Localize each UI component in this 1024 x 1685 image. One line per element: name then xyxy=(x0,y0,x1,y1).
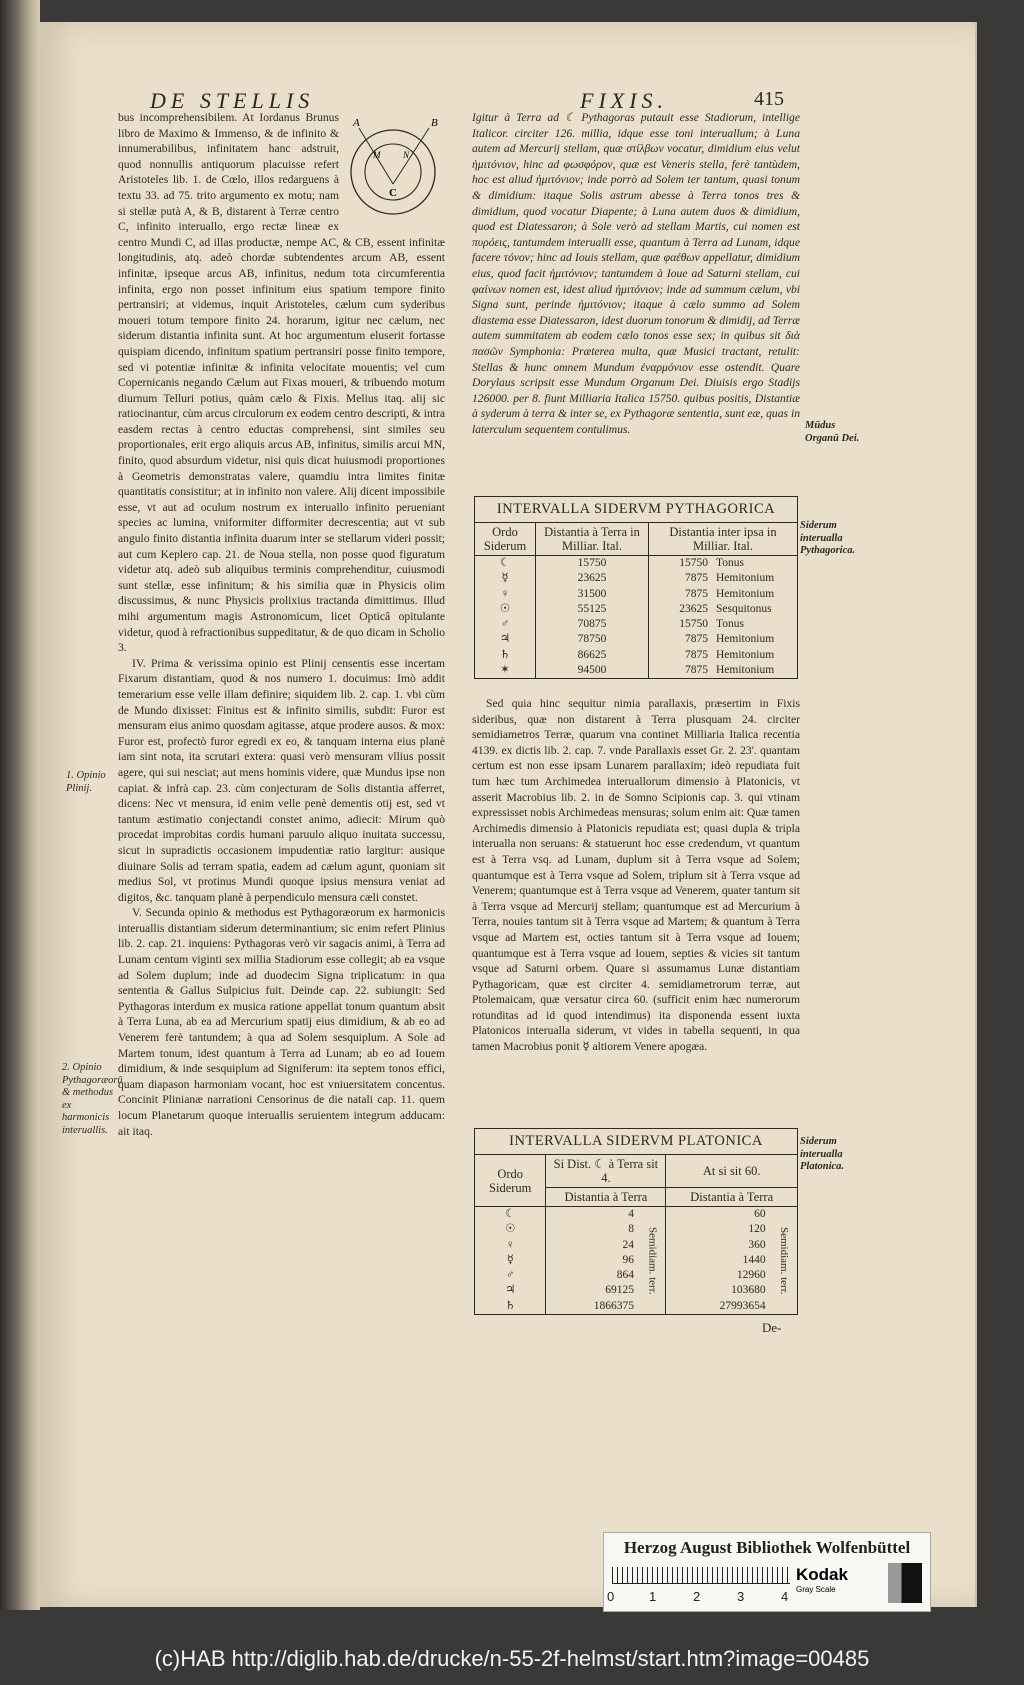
diagram-label-n: N xyxy=(403,150,410,160)
interval-name: Sesquitonus xyxy=(716,602,772,615)
planet-symbol: ☿ xyxy=(475,571,536,586)
ruler-number: 0 xyxy=(607,1589,615,1604)
table-row xyxy=(475,1283,797,1298)
table-row xyxy=(475,556,797,572)
interval-cell: 15750 xyxy=(679,557,708,569)
interval-name: Hemitonium xyxy=(716,648,775,661)
kodak-logo xyxy=(796,1565,882,1607)
distance-cell: 360 xyxy=(748,1238,766,1251)
interval-cell: 23625 xyxy=(679,602,708,615)
planet-symbol: ☾ xyxy=(475,1207,546,1223)
page-number: 415 xyxy=(754,88,784,110)
right-column-middle xyxy=(472,696,800,1116)
margin-note-mundus: Mūdus Organū Dei. xyxy=(805,420,860,444)
table-row xyxy=(475,602,797,617)
distance-cell: 864 xyxy=(616,1269,634,1282)
planet-symbol: ♃ xyxy=(475,1283,546,1298)
plat-header-case2: At si sit 60. xyxy=(666,1155,797,1188)
distance-cell: 4 xyxy=(628,1208,634,1220)
diagram-label-a: A xyxy=(353,117,360,129)
diagram-label-m: M xyxy=(373,150,381,160)
table-platonica-title: INTERVALLA SIDERVM PLATONICA xyxy=(475,1129,797,1155)
planet-symbol: ♀ xyxy=(475,587,536,602)
planet-symbol: ☿ xyxy=(475,1253,546,1268)
interval-cell: 7875 xyxy=(685,648,708,661)
table-platonica xyxy=(474,1128,798,1315)
interval-name: Hemitonium xyxy=(716,633,775,646)
distance-cell: 120 xyxy=(748,1223,766,1236)
header-left: DE STELLIS xyxy=(150,88,315,113)
pyth-header-ordo: Ordo Siderum xyxy=(475,523,536,556)
table-row xyxy=(475,1253,797,1268)
distance-cell: 12960 xyxy=(736,1269,766,1282)
planet-symbol: ♄ xyxy=(475,1299,546,1314)
header-right: FIXIS. xyxy=(580,88,669,113)
distance-cell: 8 xyxy=(628,1223,634,1236)
planet-symbol: ✶ xyxy=(475,663,536,678)
distance-cell: 27993654 xyxy=(719,1299,766,1312)
pyth-header-inter: Distantia inter ipsa in Milliar. Ital. xyxy=(649,523,798,556)
right-paragraph-2: Sed quia hinc sequitur nimia parallaxis, præsertim in Fixis sideribus, quæ non distarent à Terra plusquam 24. circiter semidiametros Terræ, quarum vna continet Milliaria Italica recentia 4139. ex dictis lib. 2. cap. 7. vnde Parallaxis esset Gr. 2. 23'. quantam certum est non esse ipsam Lunarem parallaxim; ideò repudiata fuit tum hæc tum Archimedea interuallorum dimensio à Platonicis, vt asserit Macrobius lib. 2. in de Somno Scipionis cap. 3. qui vtinam expressisset nobis Archimedeas mensuras; solum enim ait: Quæ tamen Archimedis dimensio à Platonicis repudiata est; quasi dupla & tripla interualla non seruans: & statuerunt hoc esse credendum, vt quantum est à Terra vsq. ad Lunam, duplum sit à Terra vsque ad Solem; quantumque est à Terra vsque ad Solem, triplum sit à Terra vsque ad Venerem; quantumque est à Terra vsque ad Venerem, quater tantum sit à Terra vsque ad Mercurij stellam; quantumque est ad Mercurium à Terra, nouies tantum sit à Terra vsque ad Martem; & quantum à Terra vsque ad Martem est, octies tantum sit à Terra vsque ad Iouem; quantumque est à Terra vsque ad Iouem, septies & vicies sit tantum vsque ad Saturni orbem. Quare si assumamus Lunæ distantiam Pythagoricam, quæ est circiter 4. semidiametrorum terræ, aut Ptolemaicam, quæ versatur circa 60. (sufficit enim hæc numerorum rotunditas ad id quod intendimus) ita disponenda essent iuxta Platonicos interualla siderum, vt vides in tabella sequenti, in qua tamen Macrobius ponit ☿ altiorem Venere apogæa. xyxy=(472,697,800,1054)
distance-cell: 23625 xyxy=(536,571,649,586)
planet-symbol: ☉ xyxy=(475,1222,546,1237)
table-row xyxy=(475,1207,797,1223)
ruler-number: 3 xyxy=(737,1589,745,1604)
interval-name: Hemitonium xyxy=(716,587,775,600)
footer-url: (c)HAB http://diglib.hab.de/drucke/n-55-2f-helmst/start.htm?image=00485 xyxy=(154,1646,870,1671)
left-column xyxy=(118,110,445,1310)
table-row xyxy=(475,632,797,647)
interval-cell: 7875 xyxy=(685,587,708,600)
unit-label: Semidiam. terr. xyxy=(777,1226,790,1295)
planet-symbol: ♀ xyxy=(475,1238,546,1253)
distance-cell: 94500 xyxy=(536,663,649,678)
pyth-header-dist: Distantia à Terra in Milliar. Ital. xyxy=(536,523,649,556)
ruler-number: 1 xyxy=(649,1589,657,1604)
table-row xyxy=(475,571,797,586)
planet-symbol: ☾ xyxy=(475,556,536,572)
planet-symbol: ♄ xyxy=(475,648,536,663)
distance-cell: 15750 xyxy=(536,556,649,572)
plat-header-ordo: Ordo Siderum xyxy=(475,1155,546,1207)
left-paragraph-1: bus incomprehensibilem. At Iordanus Brunus libro de Maximo & Immenso, & de infinito & innumerabilibus, infinitatem hanc adstruit, quod nonnullis antiquorum placuisse refert Aristoteles lib. 1. de Cœlo, illos redarguens à textu 33. ad 75. trito argumento ex motu; nam si stellæ putà A, & B, distarent à Terræ centro C, infinito interuallo, ergo rectæ lineæ ex centro Mundi C, ad illas productæ, nempe AC, & CB, essent infinitæ longitudinis, atq. adeò chordæ subtendentes arcum AB, essent infinitæ, ipseque arcus AB, infinitus, nedum tota circumferentia infinita, ergo non posset infinitum eius spatium tempore finito pertransiri; at videmus, inquit Aristoteles, cælum cum syderibus moueri totum tempore finito 24. horarum, igitur nec cælum, nec siderum distantia infinita sunt. At hoc argumentum eluserit fortasse quispiam dicendo, infinitum spatium pertransiri posse finito tempore, sed vi potentiæ infinitæ & infinita velocitate mouentis; vel cum Copernicanis negando Cælum aut Fixas moueri, & tribuendo motum diurnum Telluri potius, quàm cælo & Fixis. Melius itaq. alij sic ratiocinantur, cùm arcus circulorum ex eodem centro descripti, & intra easdem rectas à centro eductas comprehensi, sint similes seu proportionales, erit ergo aliquis arcus AB, infinitus, similis arcui MN, finito, quod absurdum videtur, nisi quis dicat huiusmodi proportiones à Geometris demonstratas valere, quamdiu intra limites finitæ quantitatis consistitur; at in infinito non valere. Alij dicent impossibile esse, vt aut ad oculum nostrum ex interuallo infinito perueniant species ac lumina, vniformiter difformiter decrescentia; aut vt sub angulo finito distantia infinita duarum inter se stellarum videri possit; aut cum Keplero cap. 21. de Noua stella, non posse quod figuratum videtur atq. adeò sub aliquibus terminis comprehenditur, cuiusmodi sunt stellæ, esse infinitum; & his similia quæ in Physicis olim discussimus, & nunc Physicis prolixius tractanda dimittimus. Illud mihi argumentum magis Astronomicum, licet Opticâ opitulante videtur, quod à refractionibus suppeditatur, & de quo dicam in Scholio 3. xyxy=(118,111,445,655)
distance-cell: 103680 xyxy=(731,1284,766,1297)
interval-cell: 7875 xyxy=(685,664,708,677)
left-paragraph-3: V. Secunda opinio & methodus est Pythagoræorum ex harmonicis interuallis distantiam siderum determinantium; sic enim refert Plinius lib. 2. cap. 21. inquiens: Pythagoras verò vir sagacis animi, à Terra ad Lunam centum viginti sex millia Stadiorum esse collegit; ab ea vsque ad Solem duplum; inde ad duodecim Signa triplicatum: in qua sententia & Gallus Sulpicius fuit. Deinde cap. 22. subiungit: Sed Pythagoras interdum ex musica ratione appellat tonum quantum absit à Terra Luna, ab ea ad Mercurium spatij eius dimidium, & ab eo ad Venerem ferè tantundem; à qua ad Solem sesquiplum. A Sole ad Martem tonum, idest quantum à Terra ad Lunam; ab eo ad Iouem dimidium, & inde sesquiplum ad Signiferum: ita septem tonos effici, quam diapason harmoniam vocant, hoc est vniuersitatem concentus. Concinit Plinianæ narrationi Censorinus de die natali cap. 11. quem locum Planetarum quoque interuallis seruientem integrum adducam: ait itaq. xyxy=(118,906,445,1138)
interval-name: Tonus xyxy=(716,557,744,569)
margin-note-opinio1: 1. Opinio Plinij. xyxy=(66,770,106,794)
distance-cell: 31500 xyxy=(536,587,649,602)
distance-cell: 55125 xyxy=(536,602,649,617)
distance-cell: 86625 xyxy=(536,648,649,663)
library-title: Herzog August Bibliothek Wolfenbüttel xyxy=(623,1538,911,1557)
ruler-number: 2 xyxy=(693,1589,701,1604)
book-spine xyxy=(0,0,40,1610)
distance-cell: 69125 xyxy=(605,1284,634,1297)
table-row xyxy=(475,648,797,663)
left-paragraph-2: IV. Prima & verissima opinio est Plinij censentis esse incertam Fixarum distantiam, quod & nos numero 1. docuimus: Imò addit temerarium esse velle illam definire; siquidem lib. 2. cap. 1. vbi cùm de Mundo dixisset: Finitus est & infinito similis, subdit: Furor est mensuram eius animo quosdam agitasse, atque prodere ausos. & mox: Furor est, profectò furor egredi ex eo, & tanquam interna eius planè iam sint nota, ita scrutari extera: quasi verò mensuram vllius possit agere, qui sui nesciat; aut mens hominis videre, quæ Mundus ipse non capiat. & infrà cap. 23. cùm conjecturam de Solis distantia afferret, dicens: Nec vt mensura, id enim velle penè dementis otij est, sed vt tantum æstimatio conjectandi constet animo, adiecit: Mirum quò procedat improbitas cordis humani paruulo aliquo inuitata successu, sicut in supradictis occasionem impudentiæ ratio largitur: ausique diuinare Solis ad terram spatia, eadem ad cælum agunt, quoniam sit medius Sol, vt protinus Mundi quoque ipsius mensura veniat ad digitos, &c. tanquam planè à perpendiculo mensura cæli constet. xyxy=(118,656,445,904)
interval-name: Tonus xyxy=(716,618,744,631)
diagram-label-b: B xyxy=(431,117,438,129)
gray-scale-label: Gray Scale xyxy=(796,1585,836,1594)
kodak-brand: Kodak xyxy=(796,1565,848,1584)
table-row xyxy=(475,617,797,632)
table-row xyxy=(475,663,797,678)
margin-note-siderum-pythagorica: Siderum interualla Pythagorica. xyxy=(800,520,856,556)
ruler-scale xyxy=(612,1567,790,1584)
right-column-top xyxy=(472,110,800,482)
margin-note-siderum-platonica: Siderum interualla Platonica. xyxy=(800,1136,845,1172)
distance-cell: 24 xyxy=(622,1238,634,1251)
circle-diagram xyxy=(345,114,445,224)
right-paragraph-1: Igitur à Terra ad ☾ Pythagoras putauit esse Stadiorum, intellige Italicor. circiter 126. millia, idque esse toni interuallum; à Luna autem ad Mercurij stellam, quæ στίλβων vocatur, dimidium eius velut ἡμιτόνιον, hinc ad φωσφόρον, quæ est Veneris stella, ferè tantùdem, hoc est aliud ἡμιτόνιον; inde porrò ad Solem ter tantum, quasi tonum & dimidium: itaque Solis astrum abesse à Terra tonos tres & dimidium, quod vocatur Diapente; à Luna autem duos & dimidium, quod est Diatessaron; à Sole verò ad stellam Martis, cui nomen est πυρόεις, tantumdem interualli esse, quantum à Terra ad Lunam, idque facere τόνον; hinc ad Iouis stellam, quæ φαέθων appellatur, dimidium eius, quod facit ἡμιτόνιον; tantumdem à Ioue ad Saturni stellam, cui φαίνων nomen est, idest aliud ἡμιτόνιον; inde ad summum cælum, vbi Signa sunt, perinde ἡμιτόνιον; itaque à cælo summo ad Solem diastema esse Diatessaron, idest duorum tonorum & dimidij, ad Terræ autem summitatem ab eodem cælo tonos esse sex; in quibus sit διὰ πασῶν Symphonia: Præterea multa, quæ Musici tractant, retulit: Stellas & hunc omnem Mundum ἐναρμόνιον esse ostendit. Quare Dorylaus scripsit esse Mundum Organum Dei. Diuisis ergo Stadijs 126000. per 8. fiunt Milliaria Italica 15750. quibus positis, Distantiæ à syderum à terra & inter se, ex Pythagoræ sententia, sunt eæ, quas in laterculum sequentem contulimus. xyxy=(472,111,800,436)
interval-cell: 7875 xyxy=(685,572,708,585)
distance-cell: 1440 xyxy=(742,1253,766,1266)
ruler-number: 4 xyxy=(781,1589,789,1604)
diagram-label-c: C xyxy=(389,187,397,199)
table-row xyxy=(475,1268,797,1283)
planet-symbol: ♃ xyxy=(475,632,536,647)
planet-symbol: ☉ xyxy=(475,602,536,617)
table-row xyxy=(475,1238,797,1253)
table-pythagorica xyxy=(474,496,798,679)
planet-symbol: ♂ xyxy=(475,617,536,632)
library-color-card xyxy=(603,1532,931,1612)
interval-cell: 15750 xyxy=(679,618,708,631)
margin-note-opinio2: 2. Opinio Pythagoræorū & methodus ex harmonicis interuallis. xyxy=(62,1062,123,1136)
interval-name: Hemitonium xyxy=(716,572,775,585)
planet-symbol: ♂ xyxy=(475,1268,546,1283)
table-row xyxy=(475,1299,797,1314)
unit-label: Semidiam. terr. xyxy=(638,1207,666,1315)
catchword: De- xyxy=(762,1320,782,1335)
interval-cell: 7875 xyxy=(685,633,708,646)
plat-subheader-dist2: Distantia à Terra xyxy=(666,1188,797,1207)
distance-cell: 70875 xyxy=(536,617,649,632)
table-row xyxy=(475,1222,797,1237)
gray-patch xyxy=(888,1563,922,1603)
distance-cell: 60 xyxy=(754,1208,766,1220)
distance-cell: 78750 xyxy=(536,632,649,647)
table-pythagorica-title: INTERVALLA SIDERVM PYTHAGORICA xyxy=(475,497,797,523)
distance-cell: 1866375 xyxy=(593,1299,634,1312)
interval-name: Hemitonium xyxy=(716,664,775,677)
table-row xyxy=(475,587,797,602)
plat-subheader-dist1: Distantia à Terra xyxy=(546,1188,666,1207)
plat-header-case1: Si Dist. ☾ à Terra sit 4. xyxy=(546,1155,666,1188)
distance-cell: 96 xyxy=(622,1253,634,1266)
